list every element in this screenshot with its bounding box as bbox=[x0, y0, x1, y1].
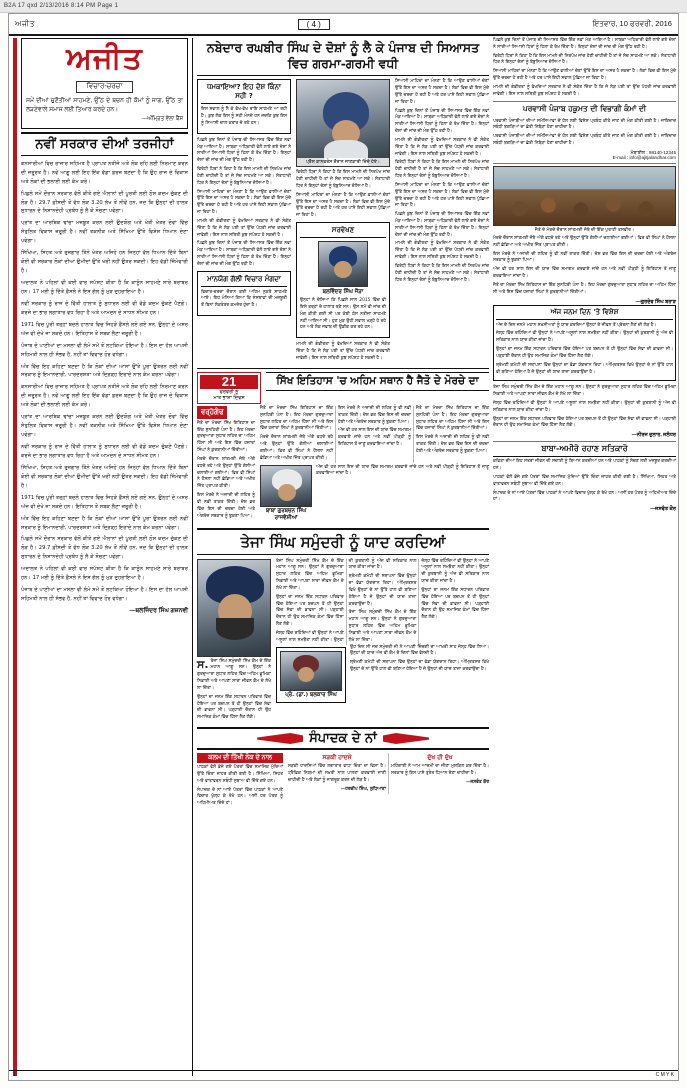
question-box bbox=[197, 79, 291, 133]
lead-para: ਸਿਆਸੀ ਮਾਹਿਰਾਂ ਦਾ ਮੰਨਣਾ ਹੈ ਕਿ ਆਉਣ ਵਾਲੀਆਂ ਚੋਣਾਂ ਉੱਤੇ ਇਸ ਦਾ ਅਸਰ ਪੈ ਸਕਦਾ ਹੈ। ਲੋਕਾਂ ਵਿਚ ਵੀ ਇਸ ਮੁੱਦੇ ਉੱਤੇ ਚਰਚਾ ਹੋ ਰਹੀ ਹੈ ਅਤੇ ਹਰ ਪਾਸੇ ਇਹੀ ਸਵਾਲ ਪੁੱਛਿਆ ਜਾ ਰਿਹਾ ਹੈ। bbox=[395, 79, 489, 105]
lead-para: ਸਿਆਸੀ ਮਾਹਿਰਾਂ ਦਾ ਮੰਨਣਾ ਹੈ ਕਿ ਆਉਣ ਵਾਲੀਆਂ ਚੋਣਾਂ ਉੱਤੇ ਇਸ ਦਾ ਅਸਰ ਪੈ ਸਕਦਾ ਹੈ। ਲੋਕਾਂ ਵਿਚ ਵੀ ਇਸ ਮੁੱਦੇ ਉੱਤੇ ਚਰਚਾ ਹੋ ਰਹੀ ਹੈ ਅਤੇ ਹਰ ਪਾਸੇ ਇਹੀ ਸਵਾਲ ਪੁੱਛਿਆ ਜਾ ਰਿਹਾ ਹੈ। bbox=[197, 189, 291, 216]
letters-left-box-title: ਕਲਮ ਦੀ ਤਿੱਖੀ ਨੋਕ ਦੇ ਨਾਲ bbox=[197, 753, 283, 763]
teja-para: ਜੇਲ੍ਹ ਵਿੱਚ ਰਹਿੰਦਿਆਂ ਵੀ ਉਨ੍ਹਾਂ ਨੇ ਆਪਣੇ ਅਸੂਲਾਂ ਨਾਲ ਸਮਝੌਤਾ ਨਹੀਂ ਕੀਤਾ। ਉਨ੍ਹਾਂ ਦੀ ਕੁਰਬਾਨੀ ਨੂੰ ਅੱਜ ਵੀ ਸਤਿਕਾਰ ਨਾਲ ਯਾਦ ਕੀਤਾ ਜਾਂਦਾ ਹੈ। bbox=[421, 558, 489, 585]
editorial-para: 1971 ਵਿਚ ਪੂਰੀ ਤਰ੍ਹਾਂ ਬਦਲੇ ਹਾਲਾਤ ਵਿਚ ਜਿਹੜੇ ਫ਼ੈਸਲੇ ਲਏ ਗਏ ਸਨ, ਉਨ੍ਹਾਂ ਦੇ ਅਸਰ ਅੱਜ ਵੀ ਦੇਖੇ ਜਾ ਸਕਦੇ ਹਨ। ਇਤਿਹਾਸ ਤੋਂ ਸਬਕ ਲੈਣਾ ਜ਼ਰੂਰੀ ਹੈ। bbox=[21, 494, 188, 510]
right-mid-sign: —ਗੁਰਦੇਵ ਸਿੰਘ ਬਰਾੜ bbox=[635, 298, 676, 305]
logo-subtitle: ਵਿਚਾਰ-ਚਰਚਾ bbox=[76, 81, 134, 93]
editorial-para: ਪੰਜਾਬ ਦੇ ਪਾਣੀਆਂ ਦਾ ਮਸਲਾ ਵੀ ਲੰਮੇ ਸਮੇਂ ਤੋਂ ਲਟਕਿਆ ਹੋਇਆ ਹੈ। ਇਸ ਦਾ ਹੱਲ ਆਪਸੀ ਸਹਿਮਤੀ ਨਾਲ ਹੀ ਸੰਭਵ ਹੈ, ਨਹੀਂ ਤਾਂ ਵਿਵਾਦ ਹੋਰ ਵਧੇਗਾ। bbox=[21, 342, 188, 358]
letter-heading: ਸੜਕੀ ਹਾਦਸੇ bbox=[322, 754, 352, 762]
pen-nib-icon-right bbox=[383, 733, 429, 744]
right-column bbox=[493, 38, 676, 1076]
poem-para: ਕਵਿਤਾ ਦੀਆਂ ਇਹ ਸਤਰਾਂ ਜੀਵਨ ਦੀ ਸਚਾਈ ਨੂੰ ਬਿਆਨ ਕਰਦੀਆਂ ਹਨ ਅਤੇ ਪਾਠਕਾਂ ਨੂੰ ਸੋਚਣ ਲਈ ਮਜਬੂਰ ਕਰਦੀਆਂ ਹਨ। bbox=[493, 459, 676, 472]
print-header-bar: B2A 17 qxd 2/13/2016 8:14 PM Page 1 bbox=[0, 0, 687, 13]
birthday-para: ਅੱਜ ਦੇ ਦਿਨ ਜਨਮੇ ਮਹਾਨ ਸ਼ਖ਼ਸੀਅਤਾਂ ਨੂੰ ਯਾਦ ਕਰਦਿਆਂ ਉਨ੍ਹਾਂ ਦੇ ਜੀਵਨ ਤੋਂ ਪ੍ਰੇਰਨਾ ਲੈਣ ਦੀ ਲੋੜ ਹੈ। bbox=[496, 322, 657, 328]
lead-para: ਸਿਆਸੀ ਮਾਹਿਰਾਂ ਦਾ ਮੰਨਣਾ ਹੈ ਕਿ ਆਉਣ ਵਾਲੀਆਂ ਚੋਣਾਂ ਉੱਤੇ ਇਸ ਦਾ ਅਸਰ ਪੈ ਸਕਦਾ ਹੈ। ਲੋਕਾਂ ਵਿਚ ਵੀ ਇਸ ਮੁੱਦੇ ਉੱਤੇ ਚਰਚਾ ਹੋ ਰਹੀ ਹੈ ਅਤੇ ਹਰ ਪਾਸੇ ਇਹੀ ਸਵਾਲ ਪੁੱਛਿਆ ਜਾ ਰਿਹਾ ਹੈ। bbox=[395, 182, 489, 209]
teja-para: ਉਨ੍ਹਾਂ ਦਾ ਜਨਮ ਇੱਕ ਸਧਾਰਨ ਪਰਿਵਾਰ ਵਿੱਚ ਹੋਇਆ ਪਰ ਬਚਪਨ ਤੋਂ ਹੀ ਉਨ੍ਹਾਂ ਵਿੱਚ ਸੇਵਾ ਦੀ ਭਾਵਨਾ ਸੀ। ਪੜ੍ਹਾਈ ਦੌਰਾਨ ਹੀ ਉਹ ਸਮਾਜਿਕ ਕੰਮਾਂ ਵਿੱਚ ਹਿੱਸਾ ਲੈਣ ਲੱਗੇ। bbox=[421, 587, 489, 621]
editorial-para: ਪਿਛਲੇ ਸਮੇਂ ਦੌਰਾਨ ਸਰਕਾਰ ਵੱਲੋਂ ਕੀਤੇ ਗਏ ਐਲਾਨਾਂ ਦੀ ਪੂਰਤੀ ਲਈ ਠੋਸ ਕਦਮ ਚੁੱਕਣ ਦੀ ਲੋੜ ਹੈ। 29.7 ਫ਼ੀਸਦੀ ਤੋਂ ਵੱਧ ਲੋਕ 3.20 ਲੱਖ ਤੋਂ ਨੀਵੇਂ ਹਨ, ਜਦ ਕਿ ਉਨ੍ਹਾਂ ਦੀ ਹਾਲਤ ਸੁਧਾਰਨ ਦੇ ਨਿਸ਼ਾਨਦੇਹੀ ਪ੍ਰਬੰਧ ਨੂੰ ਲੈ ਕੇ ਸੋਚਣਾ ਪਵੇਗਾ। bbox=[21, 536, 188, 561]
pen-nib-icon-left bbox=[257, 733, 303, 744]
lead-para: ਮਾਮਲੇ ਦੀ ਗੰਭੀਰਤਾ ਨੂੰ ਵੇਖਦਿਆਂ ਸਰਕਾਰ ਨੇ ਵੀ ਸੰਕੇਤ ਦਿੱਤਾ ਹੈ ਕਿ ਜੇ ਲੋੜ ਪਈ ਤਾਂ ਉੱਚ ਪੱਧਰੀ ਜਾਂਚ ਕਰਵਾਈ ਜਾਵੇਗੀ। ਇਸ ਨਾਲ ਸਥਿਤੀ ਕੁਝ ਸਪੱਸ਼ਟ ਹੋ ਸਕਦੀ ਹੈ। bbox=[395, 137, 489, 157]
right-top-text bbox=[493, 38, 676, 99]
lead-para: ਮਾਮਲੇ ਦੀ ਗੰਭੀਰਤਾ ਨੂੰ ਵੇਖਦਿਆਂ ਸਰਕਾਰ ਨੇ ਵੀ ਸੰਕੇਤ ਦਿੱਤਾ ਹੈ ਕਿ ਜੇ ਲੋੜ ਪਈ ਤਾਂ ਉੱਚ ਪੱਧਰੀ ਜਾਂਚ ਕਰਵਾਈ ਜਾਵੇਗੀ। ਇਸ ਨਾਲ ਸਥਿਤੀ ਕੁਝ ਸਪੱਸ਼ਟ ਹੋ ਸਕਦੀ ਹੈ। bbox=[296, 342, 390, 361]
editorial-para: ਪੰਜਾਬ ਦੇ ਪਾਣੀਆਂ ਦਾ ਮਸਲਾ ਵੀ ਲੰਮੇ ਸਮੇਂ ਤੋਂ ਲਟਕਿਆ ਹੋਇਆ ਹੈ। ਇਸ ਦਾ ਹੱਲ ਆਪਸੀ ਸਹਿਮਤੀ ਨਾਲ ਹੀ ਸੰਭਵ ਹੈ, ਨਹੀਂ ਤਾਂ ਵਿਵਾਦ ਹੋਰ ਵਧੇਗਾ। bbox=[21, 587, 188, 603]
sikh-history-main bbox=[260, 406, 489, 524]
letters-para: ਪਾਠਕਾਂ ਵੱਲੋਂ ਭੇਜੇ ਗਏ ਪੱਤਰਾਂ ਵਿੱਚ ਸਮਾਜਿਕ ਮੁੱਦਿਆਂ ਉੱਤੇ ਚਿੰਤਾ ਜ਼ਾਹਰ ਕੀਤੀ ਗਈ ਹੈ। ਸਿੱਖਿਆ, ਸਿਹਤ ਅਤੇ ਵਾਤਾਵਰਨ ਸਬੰਧੀ ਸੁਝਾਅ ਵੀ ਦਿੱਤੇ ਗਏ ਹਨ। bbox=[197, 765, 283, 784]
birthday-para: ਉਨ੍ਹਾਂ ਦਾ ਜਨਮ ਇੱਕ ਸਧਾਰਨ ਪਰਿਵਾਰ ਵਿੱਚ ਹੋਇਆ ਪਰ ਬਚਪਨ ਤੋਂ ਹੀ ਉਨ੍ਹਾਂ ਵਿੱਚ ਸੇਵਾ ਦੀ ਭਾਵਨਾ ਸੀ। ਪੜ੍ਹਾਈ ਦੌਰਾਨ ਹੀ ਉਹ ਸਮਾਜਿਕ ਕੰਮਾਂ ਵਿੱਚ ਹਿੱਸਾ ਲੈਣ ਲੱਗੇ। bbox=[496, 347, 673, 359]
letters-para: ਸੰਪਾਦਕ ਦੇ ਨਾਂ ਆਏ ਪੱਤਰਾਂ ਵਿੱਚ ਪਾਠਕਾਂ ਨੇ ਆਪਣੇ ਵਿਚਾਰ ਖੁੱਲ੍ਹ ਕੇ ਰੱਖੇ ਹਨ। ਅਸੀਂ ਹਰ ਪੱਤਰ ਨੂੰ ਅਹਿਮੀਅਤ ਦਿੰਦੇ ਹਾਂ। bbox=[197, 787, 283, 807]
question-box-title: ਧਮਕਾਇਆ? ਇਹ ਦੋਸ਼ ਕਿੰਨਾ ਸਹੀ ? bbox=[201, 83, 287, 104]
profile-photo bbox=[318, 241, 368, 287]
sikh-history-para: ਇਸ ਮੋਰਚੇ ਨੇ ਅਜ਼ਾਦੀ ਦੀ ਲਹਿਰ ਨੂੰ ਵੀ ਨਵੀਂ ਤਾਕਤ ਦਿੱਤੀ। ਦੇਸ਼ ਭਰ ਵਿੱਚ ਇਸ ਦੀ ਚਰਚਾ ਹੋਈ ਅਤੇ ਅੰਗਰੇਜ਼ ਸਰਕਾਰ ਨੂੰ ਝੁਕਣਾ ਪਿਆ। bbox=[416, 435, 489, 454]
sikh-history-header bbox=[197, 372, 489, 404]
letters-left-box bbox=[197, 753, 283, 810]
inset-profile-box bbox=[276, 647, 346, 703]
birthday-box-title: ਅੱਜ ਜਨਮ ਦਿਨ 'ਤੇ ਵਿਸ਼ੇਸ਼ bbox=[496, 308, 673, 320]
migrant-para: ਪਰਵਾਸੀ ਪੰਜਾਬੀਆਂ ਦੀਆਂ ਸਮੱਸਿਆਵਾਂ ਦੇ ਹੱਲ ਲਈ ਵਿਸ਼ੇਸ਼ ਪ੍ਰਬੰਧ ਕੀਤੇ ਜਾਣ ਦੀ ਮੰਗ ਕੀਤੀ ਗਈ ਹੈ। ਜਾਇਦਾਦ ਸਬੰਧੀ ਝਗੜਿਆਂ ਦਾ ਛੇਤੀ ਨਿਬੇੜਾ ਹੋਣਾ ਚਾਹੀਦਾ ਹੈ। bbox=[493, 118, 676, 131]
lead-headline: ਨਬੇਦਾਰ ਰਘਬੀਰ ਸਿੰਘ ਦੇ ਦੋਸ਼ਾਂ ਨੂੰ ਲੈ ਕੇ ਪੰਜਾਬ ਦੀ ਸਿਆਸਤ ਵਿਚ ਗਰਮਾ-ਗਰਮੀ ਵਧੀ bbox=[197, 38, 489, 76]
contact-line-2: E-mail : info@ajitjalandhar.com bbox=[612, 154, 676, 160]
letter-heading: ਦੁੱਖ ਹੀ ਦੁੱਖ bbox=[427, 754, 453, 762]
sikh-history-para: ਜੈਤੋ ਦਾ ਮੋਰਚਾ ਸਿੱਖ ਇਤਿਹਾਸ ਦਾ ਇੱਕ ਸੁਨਹਿਰੀ ਪੰਨਾ ਹੈ। ਇਹ ਮੋਰਚਾ ਗੁਰਦੁਆਰਾ ਸੁਧਾਰ ਲਹਿਰ ਦਾ ਅਹਿਮ ਹਿੱਸਾ ਸੀ ਅਤੇ ਇਸ ਵਿੱਚ ਹਜ਼ਾਰਾਂ ਸਿੰਘਾਂ ਨੇ ਕੁਰਬਾਨੀਆਂ ਦਿੱਤੀਆਂ। bbox=[197, 420, 255, 454]
lead-col-1 bbox=[197, 79, 291, 364]
lead-para: ਵਿਰੋਧੀ ਧਿਰਾਂ ਨੇ ਕਿਹਾ ਹੈ ਕਿ ਇਸ ਮਾਮਲੇ ਦੀ ਨਿਰਪੱਖ ਜਾਂਚ ਹੋਣੀ ਚਾਹੀਦੀ ਹੈ ਤਾਂ ਜੋ ਸੱਚ ਸਾਹਮਣੇ ਆ ਸਕੇ। ਸੱਤਾਧਾਰੀ ਧਿਰ ਨੇ ਇਨ੍ਹਾਂ ਦੋਸ਼ਾਂ ਨੂੰ ਬੇਬੁਨਿਆਦ ਦੱਸਿਆ ਹੈ। bbox=[395, 160, 489, 180]
sikh-history-para: ਇਸ ਮੋਰਚੇ ਨੇ ਅਜ਼ਾਦੀ ਦੀ ਲਹਿਰ ਨੂੰ ਵੀ ਨਵੀਂ ਤਾਕਤ ਦਿੱਤੀ। ਦੇਸ਼ ਭਰ ਵਿੱਚ ਇਸ ਦੀ ਚਰਚਾ ਹੋਈ ਅਤੇ ਅੰਗਰੇਜ਼ ਸਰਕਾਰ ਨੂੰ ਝੁਕਣਾ ਪਿਆ। bbox=[197, 493, 255, 519]
badge-number: 21 bbox=[200, 375, 258, 389]
badge-21-feb bbox=[197, 372, 261, 404]
divider bbox=[493, 163, 676, 164]
editorial-signature: —ਬਲਜਿੰਦਰ ਸਿੰਘ ਗਜ਼ਨਵੀ bbox=[129, 608, 188, 614]
leader-photo-caption: ਪ੍ਰੈੱਸ ਕਾਨਫਰੰਸ ਦੌਰਾਨ ਜਾਣਕਾਰੀ ਦਿੰਦੇ ਹੋਏ। bbox=[297, 158, 389, 166]
editorial-column bbox=[21, 38, 193, 1076]
right-para: ਮਾਮਲੇ ਦੀ ਗੰਭੀਰਤਾ ਨੂੰ ਵੇਖਦਿਆਂ ਸਰਕਾਰ ਨੇ ਵੀ ਸੰਕੇਤ ਦਿੱਤਾ ਹੈ ਕਿ ਜੇ ਲੋੜ ਪਈ ਤਾਂ ਉੱਚ ਪੱਧਰੀ ਜਾਂਚ ਕਰਵਾਈ ਜਾਵੇਗੀ। ਇਸ ਨਾਲ ਸਥਿਤੀ ਕੁਝ ਸਪੱਸ਼ਟ ਹੋ ਸਕਦੀ ਹੈ। bbox=[493, 84, 676, 97]
poem-para: ਸੰਪਾਦਕ ਦੇ ਨਾਂ ਆਏ ਪੱਤਰਾਂ ਵਿੱਚ ਪਾਠਕਾਂ ਨੇ ਆਪਣੇ ਵਿਚਾਰ ਖੁੱਲ੍ਹ ਕੇ ਰੱਖੇ ਹਨ। ਅਸੀਂ ਹਰ ਪੱਤਰ ਨੂੰ ਅਹਿਮੀਅਤ ਦਿੰਦੇ ਹਾਂ। bbox=[493, 490, 676, 503]
lead-para: ਪਿਛਲੇ ਕੁਝ ਦਿਨਾਂ ਤੋਂ ਪੰਜਾਬ ਦੀ ਸਿਆਸਤ ਵਿੱਚ ਇੱਕ ਨਵਾਂ ਮੋੜ ਆਇਆ ਹੈ। ਸਾਬਕਾ ਅਧਿਕਾਰੀ ਵੱਲੋਂ ਲਾਏ ਗਏ ਦੋਸ਼ਾਂ ਨੇ ਸਾਰੀਆਂ ਸਿਆਸੀ ਧਿਰਾਂ ਨੂੰ ਹਿਲਾ ਕੇ ਰੱਖ ਦਿੱਤਾ ਹੈ। ਇਨ੍ਹਾਂ ਦੋਸ਼ਾਂ ਦੀ ਜਾਂਚ ਦੀ ਮੰਗ ਉੱਠ ਰਹੀ ਹੈ। bbox=[395, 212, 489, 238]
birthday-box-text bbox=[496, 323, 673, 377]
inset-name: ਪ੍ਰੋ. (ਡਾ.) ਬਲਕਾਰ ਸਿੰਘ bbox=[285, 691, 337, 698]
community-box bbox=[197, 271, 291, 316]
letters-title: ਸੰਪਾਦਕ ਦੇ ਨਾਂ bbox=[309, 731, 377, 747]
divider bbox=[493, 101, 676, 102]
right-para: ਸਿਆਸੀ ਮਾਹਿਰਾਂ ਦਾ ਮੰਨਣਾ ਹੈ ਕਿ ਆਉਣ ਵਾਲੀਆਂ ਚੋਣਾਂ ਉੱਤੇ ਇਸ ਦਾ ਅਸਰ ਪੈ ਸਕਦਾ ਹੈ। ਲੋਕਾਂ ਵਿਚ ਵੀ ਇਸ ਮੁੱਦੇ ਉੱਤੇ ਚਰਚਾ ਹੋ ਰਹੀ ਹੈ ਅਤੇ ਹਰ ਪਾਸੇ ਇਹੀ ਸਵਾਲ ਪੁੱਛਿਆ ਜਾ ਰਿਹਾ ਹੈ। bbox=[493, 69, 676, 82]
editorial-body bbox=[21, 160, 188, 604]
letters-main bbox=[288, 753, 489, 810]
sikh-history-sidebar bbox=[197, 406, 255, 524]
profile-text bbox=[300, 298, 386, 332]
teja-para: ਸ਼੍ਰੋਮਣੀ ਕਮੇਟੀ ਦੀ ਸਥਾਪਨਾ ਵਿੱਚ ਉਨ੍ਹਾਂ ਦਾ ਵੱਡਾ ਯੋਗਦਾਨ ਰਿਹਾ। ਅੰਮ੍ਰਿਤਸਰ ਵਿਖੇ ਉਨ੍ਹਾਂ ਦੇ ਨਾਂ ਉੱਤੇ ਹਾਲ ਵੀ ਬਣਿਆ ਹੋਇਆ ਹੈ ਜੋ ਉਨ੍ਹਾਂ ਦੀ ਯਾਦ ਤਾਜ਼ਾ ਕਰਵਾਉਂਦਾ ਹੈ। bbox=[348, 574, 417, 607]
sikh-history-para: ਜੈਤੋ ਦਾ ਮੋਰਚਾ ਸਿੱਖ ਇਤਿਹਾਸ ਦਾ ਇੱਕ ਸੁਨਹਿਰੀ ਪੰਨਾ ਹੈ। ਇਹ ਮੋਰਚਾ ਗੁਰਦੁਆਰਾ ਸੁਧਾਰ ਲਹਿਰ ਦਾ ਅਹਿਮ ਹਿੱਸਾ ਸੀ ਅਤੇ ਇਸ ਵਿੱਚ ਹਜ਼ਾਰਾਂ ਸਿੰਘਾਂ ਨੇ ਕੁਰਬਾਨੀਆਂ ਦਿੱਤੀਆਂ। bbox=[260, 405, 333, 432]
ajit-logo-block bbox=[21, 38, 188, 129]
right-mid-text bbox=[493, 236, 676, 297]
teja-para: ਤੇਜਾ ਸਿੰਘ ਸਮੁੰਦਰੀ ਸਿੱਖ ਕੌਮ ਦੇ ਇੱਕ ਮਹਾਨ ਆਗੂ ਸਨ। ਉਨ੍ਹਾਂ ਨੇ ਗੁਰਦੁਆਰਾ ਸੁਧਾਰ ਲਹਿਰ ਵਿੱਚ ਅਹਿਮ ਭੂਮਿਕਾ ਨਿਭਾਈ ਅਤੇ ਆਪਣਾ ਸਾਰਾ ਜੀਵਨ ਕੌਮ ਦੇ ਲੇਖੇ ਲਾ ਦਿੱਤਾ। bbox=[276, 558, 344, 591]
paper-logo: ਅਜੀਤ bbox=[66, 41, 143, 76]
badge-line1: ਫਰਵਰੀ ਨੂੰ bbox=[219, 388, 239, 395]
right-para: ਜੇਲ੍ਹ ਵਿੱਚ ਰਹਿੰਦਿਆਂ ਵੀ ਉਨ੍ਹਾਂ ਨੇ ਆਪਣੇ ਅਸੂਲਾਂ ਨਾਲ ਸਮਝੌਤਾ ਨਹੀਂ ਕੀਤਾ। ਉਨ੍ਹਾਂ ਦੀ ਕੁਰਬਾਨੀ ਨੂੰ ਅੱਜ ਵੀ ਸਤਿਕਾਰ ਨਾਲ ਯਾਦ ਕੀਤਾ ਜਾਂਦਾ ਹੈ। bbox=[493, 400, 676, 413]
editorial-para: ਅਦਾਲਤ ਨੇ ਪਹਿਲਾਂ ਵੀ ਕਈ ਵਾਰ ਸਪੱਸ਼ਟ ਕੀਤਾ ਹੈ ਕਿ ਕਾਨੂੰਨ ਸਾਹਮਣੇ ਸਾਰੇ ਬਰਾਬਰ ਹਨ। 17 ਮਈ ਨੂੰ ਦਿੱਤੇ ਫ਼ੈਸਲੇ ਨੇ ਇਸ ਗੱਲ ਨੂੰ ਮੁੜ ਦੁਹਰਾਇਆ ਹੈ। bbox=[21, 280, 188, 295]
inset-para: ਉਹ ਦਿਨ ਸੀ ਜਦ ਸਮੁੰਦਰੀ ਜੀ ਨੇ ਆਪਣੀ ਜ਼ਿੰਦਗੀ ਦਾ ਆਖ਼ਰੀ ਸਾਹ ਜੇਲ੍ਹ ਵਿੱਚ ਲਿਆ। ਉਨ੍ਹਾਂ ਦੀ ਯਾਦ ਅੱਜ ਵੀ ਕੌਮ ਦੇ ਦਿਲਾਂ ਵਿੱਚ ਵੱਸਦੀ ਹੈ। bbox=[350, 644, 489, 657]
page-number: ( 4 ) bbox=[298, 19, 330, 30]
lead-para: ਵਿਰੋਧੀ ਧਿਰਾਂ ਨੇ ਕਿਹਾ ਹੈ ਕਿ ਇਸ ਮਾਮਲੇ ਦੀ ਨਿਰਪੱਖ ਜਾਂਚ ਹੋਣੀ ਚਾਹੀਦੀ ਹੈ ਤਾਂ ਜੋ ਸੱਚ ਸਾਹਮਣੇ ਆ ਸਕੇ। ਸੱਤਾਧਾਰੀ ਧਿਰ ਨੇ ਇਨ੍ਹਾਂ ਦੋਸ਼ਾਂ ਨੂੰ ਬੇਬੁਨਿਆਦ ਦੱਸਿਆ ਹੈ। bbox=[197, 167, 291, 186]
sikh-history-para: ਇਸ ਮੋਰਚੇ ਨੇ ਅਜ਼ਾਦੀ ਦੀ ਲਹਿਰ ਨੂੰ ਵੀ ਨਵੀਂ ਤਾਕਤ ਦਿੱਤੀ। ਦੇਸ਼ ਭਰ ਵਿੱਚ ਇਸ ਦੀ ਚਰਚਾ ਹੋਈ ਅਤੇ ਅੰਗਰੇਜ਼ ਸਰਕਾਰ ਨੂੰ ਝੁਕਣਾ ਪਿਆ। bbox=[338, 405, 411, 425]
letter-sign: —ਜਸਵੰਤ ਕੌਰ bbox=[466, 780, 489, 785]
migrant-para: ਪਰਵਾਸੀ ਪੰਜਾਬੀਆਂ ਦੀਆਂ ਸਮੱਸਿਆਵਾਂ ਦੇ ਹੱਲ ਲਈ ਵਿਸ਼ੇਸ਼ ਪ੍ਰਬੰਧ ਕੀਤੇ ਜਾਣ ਦੀ ਮੰਗ ਕੀਤੀ ਗਈ ਹੈ। ਜਾਇਦਾਦ ਸਬੰਧੀ ਝਗੜਿਆਂ ਦਾ ਛੇਤੀ ਨਿਬੇੜਾ ਹੋਣਾ ਚਾਹੀਦਾ ਹੈ। bbox=[493, 134, 676, 147]
editorial-heading: ਨਵੀਂ ਸਰਕਾਰ ਦੀਆਂ ਤਰਜੀਹਾਂ bbox=[21, 132, 188, 156]
letters-left-text bbox=[197, 765, 283, 808]
divider bbox=[493, 441, 676, 442]
lead-col-2-text bbox=[296, 170, 390, 220]
lead-col-2-text-2 bbox=[296, 342, 390, 362]
lead-para: ਵਿਰੋਧੀ ਧਿਰਾਂ ਨੇ ਕਿਹਾ ਹੈ ਕਿ ਇਸ ਮਾਮਲੇ ਦੀ ਨਿਰਪੱਖ ਜਾਂਚ ਹੋਣੀ ਚਾਹੀਦੀ ਹੈ ਤਾਂ ਜੋ ਸੱਚ ਸਾਹਮਣੇ ਆ ਸਕੇ। ਸੱਤਾਧਾਰੀ ਧਿਰ ਨੇ ਇਨ੍ਹਾਂ ਦੋਸ਼ਾਂ ਨੂੰ ਬੇਬੁਨਿਆਦ ਦੱਸਿਆ ਹੈ। bbox=[296, 170, 390, 189]
newspaper-sheet bbox=[8, 13, 679, 1081]
editorial-para: ਪ੍ਰਾਂਤ ਦਾ ਆਰਥਿਕ ਢਾਂਚਾ ਮਜ਼ਬੂਤ ਕਰਨ ਲਈ ਉਦਯੋਗ ਅਤੇ ਖੇਤੀ ਖੇਤਰ ਦੋਵਾਂ ਵਿੱਚ ਸੰਤੁਲਿਤ ਵਿਕਾਸ ਜ਼ਰੂਰੀ ਹੈ। ਨਵੀਂ ਤਕਨੀਕ ਅਤੇ ਸਿੱਖਿਆ ਉੱਤੇ ਵਿਸ਼ੇਸ਼ ਧਿਆਨ ਦੇਣਾ ਪਵੇਗਾ। bbox=[21, 414, 188, 439]
red-side-rule bbox=[13, 38, 17, 1076]
lead-para: ਪਿਛਲੇ ਕੁਝ ਦਿਨਾਂ ਤੋਂ ਪੰਜਾਬ ਦੀ ਸਿਆਸਤ ਵਿੱਚ ਇੱਕ ਨਵਾਂ ਮੋੜ ਆਇਆ ਹੈ। ਸਾਬਕਾ ਅਧਿਕਾਰੀ ਵੱਲੋਂ ਲਾਏ ਗਏ ਦੋਸ਼ਾਂ ਨੇ ਸਾਰੀਆਂ ਸਿਆਸੀ ਧਿਰਾਂ ਨੂੰ ਹਿਲਾ ਕੇ ਰੱਖ ਦਿੱਤਾ ਹੈ। ਇਨ੍ਹਾਂ ਦੋਸ਼ਾਂ ਦੀ ਜਾਂਚ ਦੀ ਮੰਗ ਉੱਠ ਰਹੀ ਹੈ। bbox=[197, 241, 291, 267]
sikh-history-para: ਅੱਜ ਵੀ ਹਰ ਸਾਲ ਇਸ ਦੀ ਯਾਦ ਵਿੱਚ ਸਮਾਗਮ ਕਰਵਾਏ ਜਾਂਦੇ ਹਨ ਅਤੇ ਨਵੀਂ ਪੀੜ੍ਹੀ ਨੂੰ ਇਤਿਹਾਸ ਤੋਂ ਜਾਣੂ ਕਰਵਾਇਆ ਜਾਂਦਾ ਹੈ। bbox=[316, 464, 489, 477]
author-name: ਬਾਬਾ ਗੁਰਬਚਨ ਸਿੰਘ ਰਾਜਵੰਸ਼ੀਆਂ bbox=[265, 507, 307, 521]
poem-text bbox=[493, 459, 676, 504]
inset-photo bbox=[280, 651, 342, 691]
right-para: ਵਿਰੋਧੀ ਧਿਰਾਂ ਨੇ ਕਿਹਾ ਹੈ ਕਿ ਇਸ ਮਾਮਲੇ ਦੀ ਨਿਰਪੱਖ ਜਾਂਚ ਹੋਣੀ ਚਾਹੀਦੀ ਹੈ ਤਾਂ ਜੋ ਸੱਚ ਸਾਹਮਣੇ ਆ ਸਕੇ। ਸੱਤਾਧਾਰੀ ਧਿਰ ਨੇ ਇਨ੍ਹਾਂ ਦੋਸ਼ਾਂ ਨੂੰ ਬੇਬੁਨਿਆਦ ਦੱਸਿਆ ਹੈ। bbox=[493, 53, 676, 66]
vareganddh-tag: ਵਰ੍ਹੇਗੰਢ bbox=[197, 406, 227, 419]
leader-photo bbox=[296, 79, 390, 167]
teja-singh-side-text bbox=[197, 659, 271, 722]
masthead-strip bbox=[9, 14, 678, 36]
logo-caption-text: ਸਮੇਂ ਦੀਆਂ ਚੁਣੌਤੀਆਂ ਸਾਹਮਣੇ, ਉੱਠ ਦੇ ਬਚਨ ਹੀ ਕੌਮਾਂ ਨੂੰ ਜਾਗ, ਉੱਠ ਤਾ ਲੜਣੇਵਾਲੇ ਸਮਾਜ ਲਈ ਤਿਆਰ ਕਰਦੇ ਹਨ। bbox=[26, 97, 183, 113]
author-photo-row bbox=[260, 465, 489, 522]
author-blurb bbox=[316, 465, 489, 522]
editorial-para: ਕਨਸਾਰੀਆਂ ਵਿਚ ਰਾਜ਼ਾਰ ਸਹਿਮਤ ਹੈ ਪ੍ਰਾਪਤ ਨਤੀਜੇ ਅਤੇ ਲੋਕ ਰਹਿ ਲਈ ਨਿਰਮਾਣ ਕਰਨ ਦੀ ਜ਼ਰੂਰਤ ਹੈ। ਨਵੇਂ ਆਗੂ ਲਈ ਇਹ ਇੱਕ ਵੱਡਾ ਫ਼ਰਜ਼ ਬਣਦਾ ਹੈ ਕਿ ਉਹ ਰਾਜ ਦੇ ਵਿਕਾਸ ਅਤੇ ਲੋਕਾਂ ਦੀ ਭਲਾਈ ਲਈ ਕੰਮ ਕਰੇ। bbox=[21, 160, 188, 185]
masthead-left-label: ਅਜੀਤ bbox=[15, 19, 35, 28]
sikh-history-para: ਜੈਤੋ ਦਾ ਮੋਰਚਾ ਸਿੱਖ ਇਤਿਹਾਸ ਦਾ ਇੱਕ ਸੁਨਹਿਰੀ ਪੰਨਾ ਹੈ। ਇਹ ਮੋਰਚਾ ਗੁਰਦੁਆਰਾ ਸੁਧਾਰ ਲਹਿਰ ਦਾ ਅਹਿਮ ਹਿੱਸਾ ਸੀ ਅਤੇ ਇਸ ਵਿੱਚ ਹਜ਼ਾਰਾਂ ਸਿੰਘਾਂ ਨੇ ਕੁਰਬਾਨੀਆਂ ਦਿੱਤੀਆਂ। bbox=[416, 405, 489, 432]
sikh-history-para: ਮੋਰਚੇ ਦੌਰਾਨ ਸ਼ਾਂਤਮਈ ਜੱਥੇ ਅੱਗੇ ਵਧਦੇ ਰਹੇ ਅਤੇ ਉਨ੍ਹਾਂ ਉੱਤੇ ਗੋਲੀਆਂ ਚਲਾਈਆਂ ਗਈਆਂ। ਫਿਰ ਵੀ ਸਿੰਘਾਂ ਨੇ ਹੌਸਲਾ ਨਹੀਂ ਛੱਡਿਆ ਅਤੇ ਅਖੀਰ ਜਿੱਤ ਪ੍ਰਾਪਤ ਕੀਤੀ। bbox=[260, 435, 333, 461]
lead-col-3-text bbox=[395, 79, 489, 284]
sikh-history-side-text bbox=[197, 406, 255, 520]
editorial-para: ਪ੍ਰਾਂਤ ਦਾ ਆਰਥਿਕ ਢਾਂਚਾ ਮਜ਼ਬੂਤ ਕਰਨ ਲਈ ਉਦਯੋਗ ਅਤੇ ਖੇਤੀ ਖੇਤਰ ਦੋਵਾਂ ਵਿੱਚ ਸੰਤੁਲਿਤ ਵਿਕਾਸ ਜ਼ਰੂਰੀ ਹੈ। ਨਵੀਂ ਤਕਨੀਕ ਅਤੇ ਸਿੱਖਿਆ ਉੱਤੇ ਵਿਸ਼ੇਸ਼ ਧਿਆਨ ਦੇਣਾ ਪਵੇਗਾ। bbox=[21, 220, 188, 245]
lead-col-2 bbox=[296, 79, 390, 364]
community-box-text bbox=[201, 290, 287, 310]
page-footer bbox=[9, 1070, 678, 1080]
poem-sign: —ਜਸਵੰਤ ਕੌਰ bbox=[650, 506, 676, 513]
teja-para: ਉਨ੍ਹਾਂ ਦਾ ਜਨਮ ਇੱਕ ਸਧਾਰਨ ਪਰਿਵਾਰ ਵਿੱਚ ਹੋਇਆ ਪਰ ਬਚਪਨ ਤੋਂ ਹੀ ਉਨ੍ਹਾਂ ਵਿੱਚ ਸੇਵਾ ਦੀ ਭਾਵਨਾ ਸੀ। ਪੜ੍ਹਾਈ ਦੌਰਾਨ ਹੀ ਉਹ ਸਮਾਜਿਕ ਕੰਮਾਂ ਵਿੱਚ ਹਿੱਸਾ ਲੈਣ ਲੱਗੇ। bbox=[276, 594, 344, 628]
profile-box-title: ਸਰਵੇਖਣ bbox=[300, 226, 386, 238]
right-lower-sign: —ਨੀਰਜ ਦੁਲਾਰ, ਜਲੰਧਰ bbox=[631, 432, 676, 439]
editorial-para: ਅੰਤ ਵਿੱਚ ਇਹ ਕਹਿਣਾ ਬਣਦਾ ਹੈ ਕਿ ਲੋਕਾਂ ਦੀਆਂ ਆਸਾਂ ਉੱਤੇ ਪੂਰਾ ਉਤਰਨ ਲਈ ਨਵੀਂ ਸਰਕਾਰ ਨੂੰ ਇਮਾਨਦਾਰੀ, ਪਾਰਦਰਸ਼ਤਾ ਅਤੇ ਦ੍ਰਿੜ੍ਹ ਇਰਾਦੇ ਨਾਲ ਕੰਮ ਕਰਨਾ ਪਵੇਗਾ। bbox=[21, 515, 188, 531]
sikh-history-columns bbox=[260, 406, 489, 463]
lead-col-1-text bbox=[197, 138, 291, 269]
sikh-history-heading: ਸਿੱਖ ਇਤਿਹਾਸ 'ਚ ਅਹਿਮ ਸਥਾਨ ਹੈ ਜੈਤੋ ਦੇ ਮੋਰਚੇ ਦਾ bbox=[266, 372, 489, 391]
birthday-para: ਜੇਲ੍ਹ ਵਿੱਚ ਰਹਿੰਦਿਆਂ ਵੀ ਉਨ੍ਹਾਂ ਨੇ ਆਪਣੇ ਅਸੂਲਾਂ ਨਾਲ ਸਮਝੌਤਾ ਨਹੀਂ ਕੀਤਾ। ਉਨ੍ਹਾਂ ਦੀ ਕੁਰਬਾਨੀ ਨੂੰ ਅੱਜ ਵੀ ਸਤਿਕਾਰ ਨਾਲ ਯਾਦ ਕੀਤਾ ਜਾਂਦਾ ਹੈ। bbox=[496, 331, 673, 344]
lead-para: ਪਿਛਲੇ ਕੁਝ ਦਿਨਾਂ ਤੋਂ ਪੰਜਾਬ ਦੀ ਸਿਆਸਤ ਵਿੱਚ ਇੱਕ ਨਵਾਂ ਮੋੜ ਆਇਆ ਹੈ। ਸਾਬਕਾ ਅਧਿਕਾਰੀ ਵੱਲੋਂ ਲਾਏ ਗਏ ਦੋਸ਼ਾਂ ਨੇ ਸਾਰੀਆਂ ਸਿਆਸੀ ਧਿਰਾਂ ਨੂੰ ਹਿਲਾ ਕੇ ਰੱਖ ਦਿੱਤਾ ਹੈ। ਇਨ੍ਹਾਂ ਦੋਸ਼ਾਂ ਦੀ ਜਾਂਚ ਦੀ ਮੰਗ ਉੱਠ ਰਹੀ ਹੈ। bbox=[395, 108, 489, 135]
migrant-box-text bbox=[493, 119, 676, 148]
teja-para: ਜੇਲ੍ਹ ਵਿੱਚ ਰਹਿੰਦਿਆਂ ਵੀ ਉਨ੍ਹਾਂ ਨੇ ਆਪਣੇ ਅਸੂਲਾਂ ਨਾਲ ਸਮਝੌਤਾ ਨਹੀਂ ਕੀਤਾ। ਉਨ੍ਹਾਂ ਦੀ ਕੁਰਬਾਨੀ ਨੂੰ ਅੱਜ ਵੀ ਸਤਿਕਾਰ ਨਾਲ ਯਾਦ ਕੀਤਾ ਜਾਂਦਾ ਹੈ। bbox=[276, 558, 417, 643]
drop-cap: ਸ. bbox=[197, 657, 209, 671]
migrant-box-title: ਪਰਵਾਸੀ ਪੰਜਾਬ ਹਕੂਮਤ ਦੀ ਵਿਭਾਗੀ ਕੰਮਾਂ ਦੀ bbox=[522, 103, 647, 113]
teja-para: ਤੇਜਾ ਸਿੰਘ ਸਮੁੰਦਰੀ ਸਿੱਖ ਕੌਮ ਦੇ ਇੱਕ ਮਹਾਨ ਆਗੂ ਸਨ। ਉਨ੍ਹਾਂ ਨੇ ਗੁਰਦੁਆਰਾ ਸੁਧਾਰ ਲਹਿਰ ਵਿੱਚ ਅਹਿਮ ਭੂਮਿਕਾ ਨਿਭਾਈ ਅਤੇ ਆਪਣਾ ਸਾਰਾ ਜੀਵਨ ਕੌਮ ਦੇ ਲੇਖੇ ਲਾ ਦਿੱਤਾ। bbox=[197, 658, 271, 691]
right-para: ਜੈਤੋ ਦਾ ਮੋਰਚਾ ਸਿੱਖ ਇਤਿਹਾਸ ਦਾ ਇੱਕ ਸੁਨਹਿਰੀ ਪੰਨਾ ਹੈ। ਇਹ ਮੋਰਚਾ ਗੁਰਦੁਆਰਾ ਸੁਧਾਰ ਲਹਿਰ ਦਾ ਅਹਿਮ ਹਿੱਸਾ ਸੀ ਅਤੇ ਇਸ ਵਿੱਚ ਹਜ਼ਾਰਾਂ ਸਿੰਘਾਂ ਨੇ ਕੁਰਬਾਨੀਆਂ ਦਿੱਤੀਆਂ। bbox=[493, 282, 676, 295]
letter-text: ਸੜਕੀ ਹਾਦਸਿਆਂ ਵਿੱਚ ਲਗਾਤਾਰ ਵਾਧਾ ਚਿੰਤਾ ਦਾ ਵਿਸ਼ਾ ਹੈ। ਟ੍ਰੈਫ਼ਿਕ ਨਿਯਮਾਂ ਦੀ ਸਖ਼ਤੀ ਨਾਲ ਪਾਲਣਾ ਕਰਵਾਈ ਜਾਣੀ ਚਾਹੀਦੀ ਹੈ ਅਤੇ ਲੋਕਾਂ ਨੂੰ ਜਾਗਰੂਕ ਕਰਨ ਦੀ ਲੋੜ ਹੈ। bbox=[288, 764, 386, 783]
profile-para: ਉਨ੍ਹਾਂ ਨੇ ਦੱਸਿਆ ਕਿ ਪਿਛਲੇ ਸਾਲ 2015 ਵਿੱਚ ਵੀ ਇਸੇ ਤਰ੍ਹਾਂ ਦੇ ਹਾਲਾਤ ਬਣੇ ਸਨ। ਉਸ ਸਮੇਂ ਵੀ ਜਾਂਚ ਦੀ ਮੰਗ ਕੀਤੀ ਗਈ ਸੀ ਪਰ ਕੋਈ ਠੋਸ ਨਤੀਜਾ ਸਾਹਮਣੇ ਨਹੀਂ ਆਇਆ ਸੀ। ਹੁਣ ਮੁੜ ਉਹੀ ਸਵਾਲ ਖੜ੍ਹੇ ਹੋ ਰਹੇ ਹਨ ਅਤੇ ਲੋਕ ਜਵਾਬ ਦੀ ਉਡੀਕ ਕਰ ਰਹੇ ਹਨ। bbox=[300, 298, 386, 331]
letters-header bbox=[197, 727, 489, 750]
question-box-text bbox=[201, 107, 287, 127]
teja-singh-portrait bbox=[197, 559, 271, 657]
lead-story-columns bbox=[197, 79, 489, 364]
profile-box bbox=[296, 222, 390, 338]
sikh-history-para: ਅੱਜ ਵੀ ਹਰ ਸਾਲ ਇਸ ਦੀ ਯਾਦ ਵਿੱਚ ਸਮਾਗਮ ਕਰਵਾਏ ਜਾਂਦੇ ਹਨ ਅਤੇ ਨਵੀਂ ਪੀੜ੍ਹੀ ਨੂੰ ਇਤਿਹਾਸ ਤੋਂ ਜਾਣੂ ਕਰਵਾਇਆ ਜਾਂਦਾ ਹੈ। bbox=[338, 428, 411, 448]
lead-para: ਮਾਮਲੇ ਦੀ ਗੰਭੀਰਤਾ ਨੂੰ ਵੇਖਦਿਆਂ ਸਰਕਾਰ ਨੇ ਵੀ ਸੰਕੇਤ ਦਿੱਤਾ ਹੈ ਕਿ ਜੇ ਲੋੜ ਪਈ ਤਾਂ ਉੱਚ ਪੱਧਰੀ ਜਾਂਚ ਕਰਵਾਈ ਜਾਵੇਗੀ। ਇਸ ਨਾਲ ਸਥਿਤੀ ਕੁਝ ਸਪੱਸ਼ਟ ਹੋ ਸਕਦੀ ਹੈ। bbox=[197, 218, 291, 238]
editorial-para: ਕਨਸਾਰੀਆਂ ਵਿਚ ਰਾਜ਼ਾਰ ਸਹਿਮਤ ਹੈ ਪ੍ਰਾਪਤ ਨਤੀਜੇ ਅਤੇ ਲੋਕ ਰਹਿ ਲਈ ਨਿਰਮਾਣ ਕਰਨ ਦੀ ਜ਼ਰੂਰਤ ਹੈ। ਨਵੇਂ ਆਗੂ ਲਈ ਇਹ ਇੱਕ ਵੱਡਾ ਫ਼ਰਜ਼ ਬਣਦਾ ਹੈ ਕਿ ਉਹ ਰਾਜ ਦੇ ਵਿਕਾਸ ਅਤੇ ਲੋਕਾਂ ਦੀ ਭਲਾਈ ਲਈ ਕੰਮ ਕਰੇ। bbox=[21, 384, 188, 409]
editorial-para: ਅਦਾਲਤ ਨੇ ਪਹਿਲਾਂ ਵੀ ਕਈ ਵਾਰ ਸਪੱਸ਼ਟ ਕੀਤਾ ਹੈ ਕਿ ਕਾਨੂੰਨ ਸਾਹਮਣੇ ਸਾਰੇ ਬਰਾਬਰ ਹਨ। 17 ਮਈ ਨੂੰ ਦਿੱਤੇ ਫ਼ੈਸਲੇ ਨੇ ਇਸ ਗੱਲ ਨੂੰ ਮੁੜ ਦੁਹਰਾਇਆ ਹੈ। bbox=[21, 566, 188, 582]
editorial-para: ਅੰਤ ਵਿੱਚ ਇਹ ਕਹਿਣਾ ਬਣਦਾ ਹੈ ਕਿ ਲੋਕਾਂ ਦੀਆਂ ਆਸਾਂ ਉੱਤੇ ਪੂਰਾ ਉਤਰਨ ਲਈ ਨਵੀਂ ਸਰਕਾਰ ਨੂੰ ਇਮਾਨਦਾਰੀ, ਪਾਰਦਰਸ਼ਤਾ ਅਤੇ ਦ੍ਰਿੜ੍ਹ ਇਰਾਦੇ ਨਾਲ ਕੰਮ ਕਰਨਾ ਪਵੇਗਾ। bbox=[21, 363, 188, 379]
editorial-para: ਨਵੀਂ ਸਰਕਾਰ ਨੂੰ ਰਾਜ ਦੇ ਵਿੱਤੀ ਹਾਲਾਤ ਨੂੰ ਸੁਧਾਰਨ ਲਈ ਵੀ ਵੱਡੇ ਕਦਮ ਚੁੱਕਣੇ ਪੈਣਗੇ। ਕਰਜ਼ੇ ਦਾ ਭਾਰ ਲਗਾਤਾਰ ਵਧ ਰਿਹਾ ਹੈ ਅਤੇ ਆਮਦਨ ਦੇ ਸਾਧਨ ਸੀਮਤ ਹਨ। bbox=[21, 444, 188, 459]
teja-para: ਉਨ੍ਹਾਂ ਦਾ ਜਨਮ ਇੱਕ ਸਧਾਰਨ ਪਰਿਵਾਰ ਵਿੱਚ ਹੋਇਆ ਪਰ ਬਚਪਨ ਤੋਂ ਹੀ ਉਨ੍ਹਾਂ ਵਿੱਚ ਸੇਵਾ ਦੀ ਭਾਵਨਾ ਸੀ। ਪੜ੍ਹਾਈ ਦੌਰਾਨ ਹੀ ਉਹ ਸਮਾਜਿਕ ਕੰਮਾਂ ਵਿੱਚ ਹਿੱਸਾ ਲੈਣ ਲੱਗੇ। bbox=[197, 694, 271, 721]
editorial-para: ਸਿੱਖਿਆ, ਸਿਹਤ ਅਤੇ ਰੁਜ਼ਗਾਰ ਤਿੰਨੇ ਖੇਤਰ ਅਜਿਹੇ ਹਨ ਜਿਨ੍ਹਾਂ ਵੱਲ ਧਿਆਨ ਦਿੱਤੇ ਬਿਨਾਂ ਕੋਈ ਵੀ ਸਰਕਾਰ ਲੋਕਾਂ ਦੀਆਂ ਉਮੀਦਾਂ ਉੱਤੇ ਖਰੀ ਨਹੀਂ ਉਤਰ ਸਕਦੀ। ਇਹ ਵੱਡੀ ਜ਼ਿੰਮੇਵਾਰੀ ਹੈ। bbox=[21, 464, 188, 489]
right-para: ਇਸ ਮੋਰਚੇ ਨੇ ਅਜ਼ਾਦੀ ਦੀ ਲਹਿਰ ਨੂੰ ਵੀ ਨਵੀਂ ਤਾਕਤ ਦਿੱਤੀ। ਦੇਸ਼ ਭਰ ਵਿੱਚ ਇਸ ਦੀ ਚਰਚਾ ਹੋਈ ਅਤੇ ਅੰਗਰੇਜ਼ ਸਰਕਾਰ ਨੂੰ ਝੁਕਣਾ ਪਿਆ। bbox=[493, 251, 676, 264]
community-box-para: ਵਿਚਾਰ-ਚਰਚਾ ਦੌਰਾਨ ਕਈ ਅਹਿਮ ਨੁਕਤੇ ਸਾਹਮਣੇ ਆਏ। ਇਹ ਮੰਨਿਆ ਗਿਆ ਕਿ ਸੰਸਥਾਵਾਂ ਦੀ ਮਜ਼ਬੂਤੀ ਤੋਂ ਬਿਨਾਂ ਲੋਕਤੰਤਰ ਕਮਜ਼ੋਰ ਹੁੰਦਾ ਹੈ। bbox=[201, 289, 287, 309]
teja-singh-columns bbox=[276, 559, 489, 645]
logo-caption bbox=[26, 97, 183, 123]
lead-col-3 bbox=[395, 79, 489, 364]
lead-para: ਵਿਰੋਧੀ ਧਿਰਾਂ ਨੇ ਕਿਹਾ ਹੈ ਕਿ ਇਸ ਮਾਮਲੇ ਦੀ ਨਿਰਪੱਖ ਜਾਂਚ ਹੋਣੀ ਚਾਹੀਦੀ ਹੈ ਤਾਂ ਜੋ ਸੱਚ ਸਾਹਮਣੇ ਆ ਸਕੇ। ਸੱਤਾਧਾਰੀ ਧਿਰ ਨੇ ਇਨ੍ਹਾਂ ਦੋਸ਼ਾਂ ਨੂੰ ਬੇਬੁਨਿਆਦ ਦੱਸਿਆ ਹੈ। bbox=[395, 263, 489, 283]
poem-title: ਬਾਬਾ-ਅਮੀਰੋ ਰਹਾਣ ਸਤਿਕਾਰੋ bbox=[493, 444, 676, 457]
teja-singh-portrait-col bbox=[197, 559, 271, 724]
teja-singh-heading: ਤੇਜਾ ਸਿੰਘ ਸਮੁੰਦਰੀ ਨੂੰ ਯਾਦ ਕਰਦਿਆਂ bbox=[197, 528, 489, 555]
crowd-photo bbox=[493, 166, 676, 226]
right-para: ਅੱਜ ਵੀ ਹਰ ਸਾਲ ਇਸ ਦੀ ਯਾਦ ਵਿੱਚ ਸਮਾਗਮ ਕਰਵਾਏ ਜਾਂਦੇ ਹਨ ਅਤੇ ਨਵੀਂ ਪੀੜ੍ਹੀ ਨੂੰ ਇਤਿਹਾਸ ਤੋਂ ਜਾਣੂ ਕਰਵਾਇਆ ਜਾਂਦਾ ਹੈ। bbox=[493, 267, 676, 280]
contact-line-1: ਮੋਬਾਈਲ : 98140-12345 bbox=[630, 149, 676, 155]
right-para: ਮੋਰਚੇ ਦੌਰਾਨ ਸ਼ਾਂਤਮਈ ਜੱਥੇ ਅੱਗੇ ਵਧਦੇ ਰਹੇ ਅਤੇ ਉਨ੍ਹਾਂ ਉੱਤੇ ਗੋਲੀਆਂ ਚਲਾਈਆਂ ਗਈਆਂ। ਫਿਰ ਵੀ ਸਿੰਘਾਂ ਨੇ ਹੌਸਲਾ ਨਹੀਂ ਛੱਡਿਆ ਅਤੇ ਅਖੀਰ ਜਿੱਤ ਪ੍ਰਾਪਤ ਕੀਤੀ। bbox=[493, 235, 676, 248]
letter-sign: —ਹਰਦੀਪ ਸਿੰਘ, ਲੁਧਿਆਣਾ bbox=[340, 786, 386, 792]
right-lower-text bbox=[493, 385, 676, 430]
teja-singh-body bbox=[197, 559, 489, 724]
poem-para: ਪਾਠਕਾਂ ਵੱਲੋਂ ਭੇਜੇ ਗਏ ਪੱਤਰਾਂ ਵਿੱਚ ਸਮਾਜਿਕ ਮੁੱਦਿਆਂ ਉੱਤੇ ਚਿੰਤਾ ਜ਼ਾਹਰ ਕੀਤੀ ਗਈ ਹੈ। ਸਿੱਖਿਆ, ਸਿਹਤ ਅਤੇ ਵਾਤਾਵਰਨ ਸਬੰਧੀ ਸੁਝਾਅ ਵੀ ਦਿੱਤੇ ਗਏ ਹਨ। bbox=[493, 474, 676, 487]
question-box-para: ਇਸ ਸਵਾਲ ਨੂੰ ਲੈ ਕੇ ਵੱਖ-ਵੱਖ ਰਾਇ ਸਾਹਮਣੇ ਆ ਰਹੀ ਹੈ। ਕੁਝ ਲੋਕ ਇਸ ਨੂੰ ਸਹੀ ਮੰਨਦੇ ਹਨ ਜਦਕਿ ਕੁਝ ਇਸ ਨੂੰ ਸਿਆਸੀ ਚਾਲ ਕਰਾਰ ਦੇ ਰਹੇ ਹਨ। bbox=[201, 107, 287, 126]
letter-text: ਮਹਿੰਗਾਈ ਨੇ ਆਮ ਆਦਮੀ ਦਾ ਜੀਣਾ ਮੁਸ਼ਕਿਲ ਕਰ ਦਿੱਤਾ ਹੈ। ਸਰਕਾਰ ਨੂੰ ਇਸ ਪਾਸੇ ਤੁਰੰਤ ਧਿਆਨ ਦੇਣਾ ਚਾਹੀਦਾ ਹੈ। bbox=[391, 764, 489, 777]
sikh-history-para: ਮੋਰਚੇ ਦੌਰਾਨ ਸ਼ਾਂਤਮਈ ਜੱਥੇ ਅੱਗੇ ਵਧਦੇ ਰਹੇ ਅਤੇ ਉਨ੍ਹਾਂ ਉੱਤੇ ਗੋਲੀਆਂ ਚਲਾਈਆਂ ਗਈਆਂ। ਫਿਰ ਵੀ ਸਿੰਘਾਂ ਨੇ ਹੌਸਲਾ ਨਹੀਂ ਛੱਡਿਆ ਅਤੇ ਅਖੀਰ ਜਿੱਤ ਪ੍ਰਾਪਤ ਕੀਤੀ। bbox=[197, 456, 255, 490]
community-box-title: ਮਾਨਯੋਗ ਗੱਲੀ ਵਿਚਾਰ ਮੰਗਦਾ bbox=[201, 275, 287, 287]
editorial-para: ਸਿੱਖਿਆ, ਸਿਹਤ ਅਤੇ ਰੁਜ਼ਗਾਰ ਤਿੰਨੇ ਖੇਤਰ ਅਜਿਹੇ ਹਨ ਜਿਨ੍ਹਾਂ ਵੱਲ ਧਿਆਨ ਦਿੱਤੇ ਬਿਨਾਂ ਕੋਈ ਵੀ ਸਰਕਾਰ ਲੋਕਾਂ ਦੀਆਂ ਉਮੀਦਾਂ ਉੱਤੇ ਖਰੀ ਨਹੀਂ ਉਤਰ ਸਕਦੀ। ਇਹ ਵੱਡੀ ਜ਼ਿੰਮੇਵਾਰੀ ਹੈ। bbox=[21, 250, 188, 275]
birthday-box bbox=[493, 305, 676, 382]
divider bbox=[197, 368, 489, 369]
lead-para: ਪਿਛਲੇ ਕੁਝ ਦਿਨਾਂ ਤੋਂ ਪੰਜਾਬ ਦੀ ਸਿਆਸਤ ਵਿੱਚ ਇੱਕ ਨਵਾਂ ਮੋੜ ਆਇਆ ਹੈ। ਸਾਬਕਾ ਅਧਿਕਾਰੀ ਵੱਲੋਂ ਲਾਏ ਗਏ ਦੋਸ਼ਾਂ ਨੇ ਸਾਰੀਆਂ ਸਿਆਸੀ ਧਿਰਾਂ ਨੂੰ ਹਿਲਾ ਕੇ ਰੱਖ ਦਿੱਤਾ ਹੈ। ਇਨ੍ਹਾਂ ਦੋਸ਼ਾਂ ਦੀ ਜਾਂਚ ਦੀ ਮੰਗ ਉੱਠ ਰਹੀ ਹੈ। bbox=[197, 137, 291, 164]
lead-para: ਮਾਮਲੇ ਦੀ ਗੰਭੀਰਤਾ ਨੂੰ ਵੇਖਦਿਆਂ ਸਰਕਾਰ ਨੇ ਵੀ ਸੰਕੇਤ ਦਿੱਤਾ ਹੈ ਕਿ ਜੇ ਲੋੜ ਪਈ ਤਾਂ ਉੱਚ ਪੱਧਰੀ ਜਾਂਚ ਕਰਵਾਈ ਜਾਵੇਗੀ। ਇਸ ਨਾਲ ਸਥਿਤੀ ਕੁਝ ਸਪੱਸ਼ਟ ਹੋ ਸਕਦੀ ਹੈ। bbox=[395, 241, 489, 261]
teja-para: ਤੇਜਾ ਸਿੰਘ ਸਮੁੰਦਰੀ ਸਿੱਖ ਕੌਮ ਦੇ ਇੱਕ ਮਹਾਨ ਆਗੂ ਸਨ। ਉਨ੍ਹਾਂ ਨੇ ਗੁਰਦੁਆਰਾ ਸੁਧਾਰ ਲਹਿਰ ਵਿੱਚ ਅਹਿਮ ਭੂਮਿਕਾ ਨਿਭਾਈ ਅਤੇ ਆਪਣਾ ਸਾਰਾ ਜੀਵਨ ਕੌਮ ਦੇ ਲੇਖੇ ਲਾ ਦਿੱਤਾ। bbox=[348, 610, 417, 643]
author-photo bbox=[260, 465, 312, 507]
issue-date: ਇਤਵਾਰ, 10 ਫਰਵਰੀ, 2016 bbox=[592, 19, 672, 28]
footer-page-num: 1 bbox=[13, 1072, 16, 1078]
birthday-para: ਸ਼੍ਰੋਮਣੀ ਕਮੇਟੀ ਦੀ ਸਥਾਪਨਾ ਵਿੱਚ ਉਨ੍ਹਾਂ ਦਾ ਵੱਡਾ ਯੋਗਦਾਨ ਰਿਹਾ। ਅੰਮ੍ਰਿਤਸਰ ਵਿਖੇ ਉਨ੍ਹਾਂ ਦੇ ਨਾਂ ਉੱਤੇ ਹਾਲ ਵੀ ਬਣਿਆ ਹੋਇਆ ਹੈ ਜੋ ਉਨ੍ਹਾਂ ਦੀ ਯਾਦ ਤਾਜ਼ਾ ਕਰਵਾਉਂਦਾ ਹੈ। bbox=[496, 362, 673, 375]
letters-body bbox=[197, 753, 489, 810]
editorial-para: 1971 ਵਿਚ ਪੂਰੀ ਤਰ੍ਹਾਂ ਬਦਲੇ ਹਾਲਾਤ ਵਿਚ ਜਿਹੜੇ ਫ਼ੈਸਲੇ ਲਏ ਗਏ ਸਨ, ਉਨ੍ਹਾਂ ਦੇ ਅਸਰ ਅੱਜ ਵੀ ਦੇਖੇ ਜਾ ਸਕਦੇ ਹਨ। ਇਤਿਹਾਸ ਤੋਂ ਸਬਕ ਲੈਣਾ ਜ਼ਰੂਰੀ ਹੈ। bbox=[21, 321, 188, 337]
color-bars-label: C M Y K bbox=[655, 1072, 674, 1078]
editorial-para: ਨਵੀਂ ਸਰਕਾਰ ਨੂੰ ਰਾਜ ਦੇ ਵਿੱਤੀ ਹਾਲਾਤ ਨੂੰ ਸੁਧਾਰਨ ਲਈ ਵੀ ਵੱਡੇ ਕਦਮ ਚੁੱਕਣੇ ਪੈਣਗੇ। ਕਰਜ਼ੇ ਦਾ ਭਾਰ ਲਗਾਤਾਰ ਵਧ ਰਿਹਾ ਹੈ ਅਤੇ ਆਮਦਨ ਦੇ ਸਾਧਨ ਸੀਮਤ ਹਨ। bbox=[21, 300, 188, 316]
logo-caption-sign: —ਅੰਮ੍ਰਿਤ ਵੇਲਾ ਬੈਂਸ bbox=[141, 115, 183, 122]
crowd-photo-caption: ਜੈਤੋ ਦੇ ਮੋਰਚੇ ਦੌਰਾਨ ਸ਼ਾਂਤਮਈ ਜੱਥੇ ਦੀ ਇੱਕ ਪੁਰਾਣੀ ਤਸਵੀਰ। bbox=[534, 226, 635, 232]
lead-para: ਸਿਆਸੀ ਮਾਹਿਰਾਂ ਦਾ ਮੰਨਣਾ ਹੈ ਕਿ ਆਉਣ ਵਾਲੀਆਂ ਚੋਣਾਂ ਉੱਤੇ ਇਸ ਦਾ ਅਸਰ ਪੈ ਸਕਦਾ ਹੈ। ਲੋਕਾਂ ਵਿਚ ਵੀ ਇਸ ਮੁੱਦੇ ਉੱਤੇ ਚਰਚਾ ਹੋ ਰਹੀ ਹੈ ਅਤੇ ਹਰ ਪਾਸੇ ਇਹੀ ਸਵਾਲ ਪੁੱਛਿਆ ਜਾ ਰਿਹਾ ਹੈ। bbox=[296, 192, 390, 219]
sikh-history-body bbox=[197, 406, 489, 524]
badge-line2: ਮਾਤ ਭਾਸ਼ਾ ਦਿਵਸ bbox=[213, 394, 245, 401]
right-para: ਉਨ੍ਹਾਂ ਦਾ ਜਨਮ ਇੱਕ ਸਧਾਰਨ ਪਰਿਵਾਰ ਵਿੱਚ ਹੋਇਆ ਪਰ ਬਚਪਨ ਤੋਂ ਹੀ ਉਨ੍ਹਾਂ ਵਿੱਚ ਸੇਵਾ ਦੀ ਭਾਵਨਾ ਸੀ। ਪੜ੍ਹਾਈ ਦੌਰਾਨ ਹੀ ਉਹ ਸਮਾਜਿਕ ਕੰਮਾਂ ਵਿੱਚ ਹਿੱਸਾ ਲੈਣ ਲੱਗੇ। bbox=[493, 416, 676, 429]
main-content-column bbox=[197, 38, 489, 1076]
letters-columns bbox=[288, 753, 489, 794]
teja-para: ਸ਼੍ਰੋਮਣੀ ਕਮੇਟੀ ਦੀ ਸਥਾਪਨਾ ਵਿੱਚ ਉਨ੍ਹਾਂ ਦਾ ਵੱਡਾ ਯੋਗਦਾਨ ਰਿਹਾ। ਅੰਮ੍ਰਿਤਸਰ ਵਿਖੇ ਉਨ੍ਹਾਂ ਦੇ ਨਾਂ ਉੱਤੇ ਹਾਲ ਵੀ ਬਣਿਆ ਹੋਇਆ ਹੈ ਜੋ ਉਨ੍ਹਾਂ ਦੀ ਯਾਦ ਤਾਜ਼ਾ ਕਰਵਾਉਂਦਾ ਹੈ। bbox=[350, 660, 489, 673]
right-para: ਤੇਜਾ ਸਿੰਘ ਸਮੁੰਦਰੀ ਸਿੱਖ ਕੌਮ ਦੇ ਇੱਕ ਮਹਾਨ ਆਗੂ ਸਨ। ਉਨ੍ਹਾਂ ਨੇ ਗੁਰਦੁਆਰਾ ਸੁਧਾਰ ਲਹਿਰ ਵਿੱਚ ਅਹਿਮ ਭੂਮਿਕਾ ਨਿਭਾਈ ਅਤੇ ਆਪਣਾ ਸਾਰਾ ਜੀਵਨ ਕੌਮ ਦੇ ਲੇਖੇ ਲਾ ਦਿੱਤਾ। bbox=[493, 385, 676, 398]
editorial-para: ਪਿਛਲੇ ਸਮੇਂ ਦੌਰਾਨ ਸਰਕਾਰ ਵੱਲੋਂ ਕੀਤੇ ਗਏ ਐਲਾਨਾਂ ਦੀ ਪੂਰਤੀ ਲਈ ਠੋਸ ਕਦਮ ਚੁੱਕਣ ਦੀ ਲੋੜ ਹੈ। 29.7 ਫ਼ੀਸਦੀ ਤੋਂ ਵੱਧ ਲੋਕ 3.20 ਲੱਖ ਤੋਂ ਨੀਵੇਂ ਹਨ, ਜਦ ਕਿ ਉਨ੍ਹਾਂ ਦੀ ਹਾਲਤ ਸੁਧਾਰਨ ਦੇ ਨਿਸ਼ਾਨਦੇਹੀ ਪ੍ਰਬੰਧ ਨੂੰ ਲੈ ਕੇ ਸੋਚਣਾ ਪਵੇਗਾ। bbox=[21, 190, 188, 215]
right-para: ਪਿਛਲੇ ਕੁਝ ਦਿਨਾਂ ਤੋਂ ਪੰਜਾਬ ਦੀ ਸਿਆਸਤ ਵਿੱਚ ਇੱਕ ਨਵਾਂ ਮੋੜ ਆਇਆ ਹੈ। ਸਾਬਕਾ ਅਧਿਕਾਰੀ ਵੱਲੋਂ ਲਾਏ ਗਏ ਦੋਸ਼ਾਂ ਨੇ ਸਾਰੀਆਂ ਸਿਆਸੀ ਧਿਰਾਂ ਨੂੰ ਹਿਲਾ ਕੇ ਰੱਖ ਦਿੱਤਾ ਹੈ। ਇਨ੍ਹਾਂ ਦੋਸ਼ਾਂ ਦੀ ਜਾਂਚ ਦੀ ਮੰਗ ਉੱਠ ਰਹੀ ਹੈ। bbox=[493, 38, 676, 50]
teja-singh-main bbox=[276, 559, 489, 724]
profile-name: ਬਲਵਿੰਦਰ ਸਿੰਘ ਜੌੜਾ bbox=[322, 289, 364, 296]
